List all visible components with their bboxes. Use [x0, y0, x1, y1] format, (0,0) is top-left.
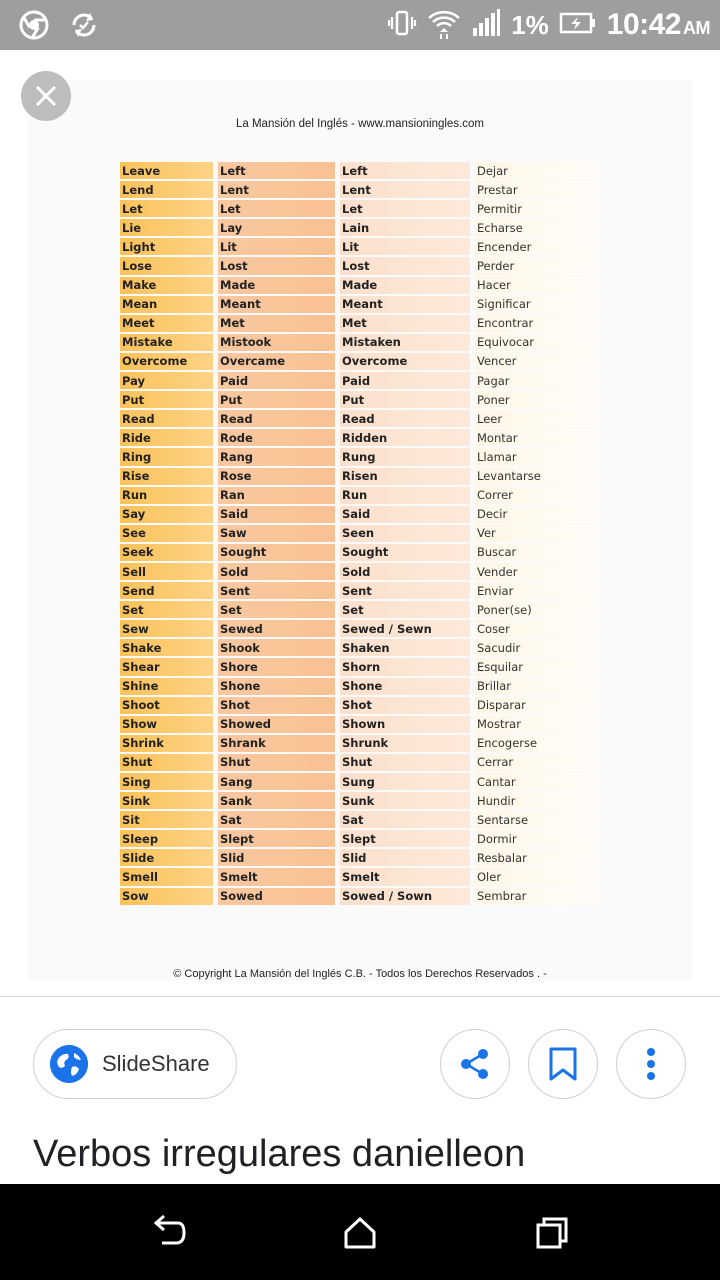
infinitive-cell: Show [120, 716, 213, 733]
infinitive-cell: Lend [120, 181, 213, 198]
verb-row [120, 487, 599, 504]
recents-icon [535, 1216, 569, 1250]
verb-row [120, 735, 599, 752]
past-simple-cell: Shore [218, 658, 335, 675]
verb-row [120, 219, 599, 236]
infinitive-cell: Pay [120, 372, 213, 389]
past-simple-cell: Sewed [218, 620, 335, 637]
past-participle-cell: Lost [340, 257, 470, 274]
infinitive-cell: See [120, 525, 213, 542]
verb-row [120, 162, 599, 179]
spanish-meaning-cell: Poner(se) [475, 601, 599, 618]
past-simple-cell: Sold [218, 563, 335, 580]
spanish-meaning-cell: Echarse [475, 219, 599, 236]
close-button[interactable] [21, 71, 71, 121]
infinitive-cell: Rise [120, 468, 213, 485]
past-participle-cell: Shaken [340, 639, 470, 656]
infinitive-cell: Seek [120, 544, 213, 561]
share-icon [458, 1047, 492, 1081]
infinitive-cell: Leave [120, 162, 213, 179]
past-simple-cell: Rose [218, 468, 335, 485]
recents-button[interactable] [522, 1208, 582, 1258]
more-vert-icon [646, 1047, 656, 1081]
clock: 10:42 AM [606, 8, 710, 41]
past-simple-cell: Rang [218, 448, 335, 465]
infinitive-cell: Lie [120, 219, 213, 236]
spanish-meaning-cell: Sembrar [475, 888, 599, 905]
spanish-meaning-cell: Cantar [475, 773, 599, 790]
source-label: SlideShare [102, 1051, 210, 1076]
infinitive-cell: Send [120, 582, 213, 599]
past-participle-cell: Shut [340, 754, 470, 771]
past-participle-cell: Met [340, 315, 470, 332]
navigation-bar [0, 1184, 720, 1280]
verb-row [120, 181, 599, 198]
past-participle-cell: Said [340, 506, 470, 523]
verb-row [120, 391, 599, 408]
past-simple-cell: Slid [218, 849, 335, 866]
verb-row [120, 277, 599, 294]
infinitive-cell: Shoot [120, 697, 213, 714]
past-participle-cell: Meant [340, 296, 470, 313]
infinitive-cell: Run [120, 487, 213, 504]
past-simple-cell: Shut [218, 754, 335, 771]
past-simple-cell: Lit [218, 238, 335, 255]
spanish-meaning-cell: Encogerse [475, 735, 599, 752]
close-icon [34, 84, 58, 108]
verb-row [120, 334, 599, 351]
spanish-meaning-cell: Ver [475, 525, 599, 542]
verb-row [120, 678, 599, 695]
past-simple-cell: Shrank [218, 735, 335, 752]
spanish-meaning-cell: Poner [475, 391, 599, 408]
chrome-icon [18, 9, 50, 45]
past-participle-cell: Risen [340, 468, 470, 485]
past-simple-cell: Smelt [218, 868, 335, 885]
spanish-meaning-cell: Encender [475, 238, 599, 255]
infinitive-cell: Overcome [120, 353, 213, 370]
spanish-meaning-cell: Dejar [475, 162, 599, 179]
past-simple-cell: Let [218, 200, 335, 217]
past-participle-cell: Sat [340, 811, 470, 828]
past-participle-cell: Set [340, 601, 470, 618]
infinitive-cell: Say [120, 506, 213, 523]
spanish-meaning-cell: Prestar [475, 181, 599, 198]
past-simple-cell: Read [218, 410, 335, 427]
past-participle-cell: Rung [340, 448, 470, 465]
past-simple-cell: Lent [218, 181, 335, 198]
past-simple-cell: Shot [218, 697, 335, 714]
past-participle-cell: Run [340, 487, 470, 504]
spanish-meaning-cell: Leer [475, 410, 599, 427]
infinitive-cell: Sleep [120, 830, 213, 847]
verb-row [120, 773, 599, 790]
infinitive-cell: Let [120, 200, 213, 217]
past-simple-cell: Slept [218, 830, 335, 847]
past-simple-cell: Saw [218, 525, 335, 542]
past-participle-cell: Read [340, 410, 470, 427]
past-participle-cell: Shown [340, 716, 470, 733]
infinitive-cell: Sew [120, 620, 213, 637]
past-simple-cell: Said [218, 506, 335, 523]
home-icon [343, 1216, 377, 1250]
battery-charging-icon [559, 11, 597, 39]
past-simple-cell: Overcame [218, 353, 335, 370]
source-link-button[interactable] [33, 1029, 237, 1099]
verb-row [120, 601, 599, 618]
past-participle-cell: Shorn [340, 658, 470, 675]
past-participle-cell: Sunk [340, 792, 470, 809]
infinitive-cell: Smell [120, 868, 213, 885]
infinitive-cell: Make [120, 277, 213, 294]
spanish-meaning-cell: Cerrar [475, 754, 599, 771]
infinitive-cell: Slide [120, 849, 213, 866]
verb-row [120, 792, 599, 809]
infinitive-cell: Shake [120, 639, 213, 656]
past-participle-cell: Sung [340, 773, 470, 790]
spanish-meaning-cell: Resbalar [475, 849, 599, 866]
past-participle-cell: Ridden [340, 429, 470, 446]
infinitive-cell: Sell [120, 563, 213, 580]
image-viewer[interactable] [0, 50, 720, 996]
past-participle-cell: Smelt [340, 868, 470, 885]
spanish-meaning-cell: Pagar [475, 372, 599, 389]
page-title[interactable]: Verbos irregulares danielleon [33, 1133, 526, 1175]
verb-row [120, 811, 599, 828]
document-header: La Mansión del Inglés - www.mansioningles.com [235, 118, 484, 130]
past-participle-cell: Overcome [340, 353, 470, 370]
spanish-meaning-cell: Oler [475, 868, 599, 885]
infinitive-cell: Mistake [120, 334, 213, 351]
spanish-meaning-cell: Disparar [475, 697, 599, 714]
share-button[interactable] [440, 1029, 510, 1099]
infinitive-cell: Ride [120, 429, 213, 446]
infinitive-cell: Meet [120, 315, 213, 332]
verb-row [120, 353, 599, 370]
spanish-meaning-cell: Permitir [475, 200, 599, 217]
past-simple-cell: Made [218, 277, 335, 294]
status-bar [0, 0, 720, 50]
spanish-meaning-cell: Vencer [475, 353, 599, 370]
verb-row [120, 315, 599, 332]
verb-row [120, 372, 599, 389]
verb-row [120, 716, 599, 733]
past-participle-cell: Put [340, 391, 470, 408]
past-simple-cell: Shook [218, 639, 335, 656]
infinitive-cell: Sow [120, 888, 213, 905]
infinitive-cell: Shut [120, 754, 213, 771]
past-simple-cell: Set [218, 601, 335, 618]
home-button[interactable] [330, 1208, 390, 1258]
verb-row [120, 830, 599, 847]
past-simple-cell: Sowed [218, 888, 335, 905]
past-participle-cell: Shrunk [340, 735, 470, 752]
verb-row [120, 754, 599, 771]
past-simple-cell: Rode [218, 429, 335, 446]
spanish-meaning-cell: Equivocar [475, 334, 599, 351]
past-simple-cell: Meant [218, 296, 335, 313]
spanish-meaning-cell: Vender [475, 563, 599, 580]
infinitive-cell: Shrink [120, 735, 213, 752]
verb-row [120, 544, 599, 561]
past-participle-cell: Slid [340, 849, 470, 866]
spanish-meaning-cell: Montar [475, 429, 599, 446]
past-simple-cell: Left [218, 162, 335, 179]
past-simple-cell: Sank [218, 792, 335, 809]
infinitive-cell: Sing [120, 773, 213, 790]
wifi-icon [427, 6, 461, 44]
spanish-meaning-cell: Sacudir [475, 639, 599, 656]
spanish-meaning-cell: Levantarse [475, 468, 599, 485]
past-participle-cell: Left [340, 162, 470, 179]
verb-row [120, 849, 599, 866]
verb-row [120, 620, 599, 637]
signal-icon [471, 8, 501, 42]
verb-row [120, 296, 599, 313]
infinitive-cell: Sink [120, 792, 213, 809]
past-simple-cell: Shone [218, 678, 335, 695]
past-participle-cell: Let [340, 200, 470, 217]
verb-row [120, 448, 599, 465]
spanish-meaning-cell: Mostrar [475, 716, 599, 733]
past-simple-cell: Sang [218, 773, 335, 790]
past-simple-cell: Sent [218, 582, 335, 599]
past-simple-cell: Lost [218, 257, 335, 274]
infinitive-cell: Mean [120, 296, 213, 313]
infinitive-cell: Light [120, 238, 213, 255]
infinitive-cell: Lose [120, 257, 213, 274]
verb-row [120, 429, 599, 446]
past-participle-cell: Sewed / Sewn [340, 620, 470, 637]
spanish-meaning-cell: Brillar [475, 678, 599, 695]
past-participle-cell: Seen [340, 525, 470, 542]
past-simple-cell: Paid [218, 372, 335, 389]
action-bar [0, 997, 720, 1117]
spanish-meaning-cell: Hacer [475, 277, 599, 294]
verb-row [120, 525, 599, 542]
verb-row [120, 238, 599, 255]
verb-row [120, 200, 599, 217]
verb-row [120, 563, 599, 580]
back-button[interactable] [138, 1208, 198, 1258]
verb-row [120, 468, 599, 485]
verb-row [120, 658, 599, 675]
verbs-table [120, 160, 599, 907]
infinitive-cell: Put [120, 391, 213, 408]
past-participle-cell: Sowed / Sown [340, 888, 470, 905]
spanish-meaning-cell: Sentarse [475, 811, 599, 828]
infinitive-cell: Shear [120, 658, 213, 675]
spanish-meaning-cell: Encontrar [475, 315, 599, 332]
past-participle-cell: Lain [340, 219, 470, 236]
spanish-meaning-cell: Decir [475, 506, 599, 523]
past-participle-cell: Shot [340, 697, 470, 714]
verb-row [120, 639, 599, 656]
past-participle-cell: Lent [340, 181, 470, 198]
spanish-meaning-cell: Perder [475, 257, 599, 274]
bookmark-button[interactable] [528, 1029, 598, 1099]
verb-row [120, 582, 599, 599]
past-participle-cell: Made [340, 277, 470, 294]
spanish-meaning-cell: Dormir [475, 830, 599, 847]
spanish-meaning-cell: Llamar [475, 448, 599, 465]
verb-row [120, 506, 599, 523]
past-participle-cell: Sold [340, 563, 470, 580]
infinitive-cell: Ring [120, 448, 213, 465]
back-icon [148, 1215, 188, 1251]
spanish-meaning-cell: Correr [475, 487, 599, 504]
infinitive-cell: Sit [120, 811, 213, 828]
spanish-meaning-cell: Hundir [475, 792, 599, 809]
past-simple-cell: Met [218, 315, 335, 332]
spanish-meaning-cell: Buscar [475, 544, 599, 561]
past-simple-cell: Mistook [218, 334, 335, 351]
spanish-meaning-cell: Significar [475, 296, 599, 313]
spanish-meaning-cell: Esquilar [475, 658, 599, 675]
past-simple-cell: Sought [218, 544, 335, 561]
verb-row [120, 868, 599, 885]
verb-row [120, 257, 599, 274]
infinitive-cell: Shine [120, 678, 213, 695]
past-participle-cell: Shone [340, 678, 470, 695]
past-participle-cell: Sent [340, 582, 470, 599]
past-simple-cell: Sat [218, 811, 335, 828]
verb-row [120, 697, 599, 714]
verb-row [120, 888, 599, 905]
past-simple-cell: Put [218, 391, 335, 408]
globe-icon [50, 1045, 88, 1083]
spanish-meaning-cell: Enviar [475, 582, 599, 599]
infinitive-cell: Set [120, 601, 213, 618]
past-participle-cell: Mistaken [340, 334, 470, 351]
document-footer: © Copyright La Mansión del Inglés C.B. - Todos los Derechos Reservados . - [173, 968, 547, 980]
past-simple-cell: Lay [218, 219, 335, 236]
past-participle-cell: Sought [340, 544, 470, 561]
past-participle-cell: Slept [340, 830, 470, 847]
vibrate-icon [387, 8, 417, 42]
past-participle-cell: Lit [340, 238, 470, 255]
past-simple-cell: Showed [218, 716, 335, 733]
bookmark-icon [548, 1047, 578, 1081]
past-simple-cell: Ran [218, 487, 335, 504]
infinitive-cell: Read [120, 410, 213, 427]
sync-icon [68, 9, 100, 45]
more-options-button[interactable] [616, 1029, 686, 1099]
spanish-meaning-cell: Coser [475, 620, 599, 637]
document-image [28, 80, 692, 980]
verb-row [120, 410, 599, 427]
battery-percent: 1% [511, 9, 549, 40]
past-participle-cell: Paid [340, 372, 470, 389]
